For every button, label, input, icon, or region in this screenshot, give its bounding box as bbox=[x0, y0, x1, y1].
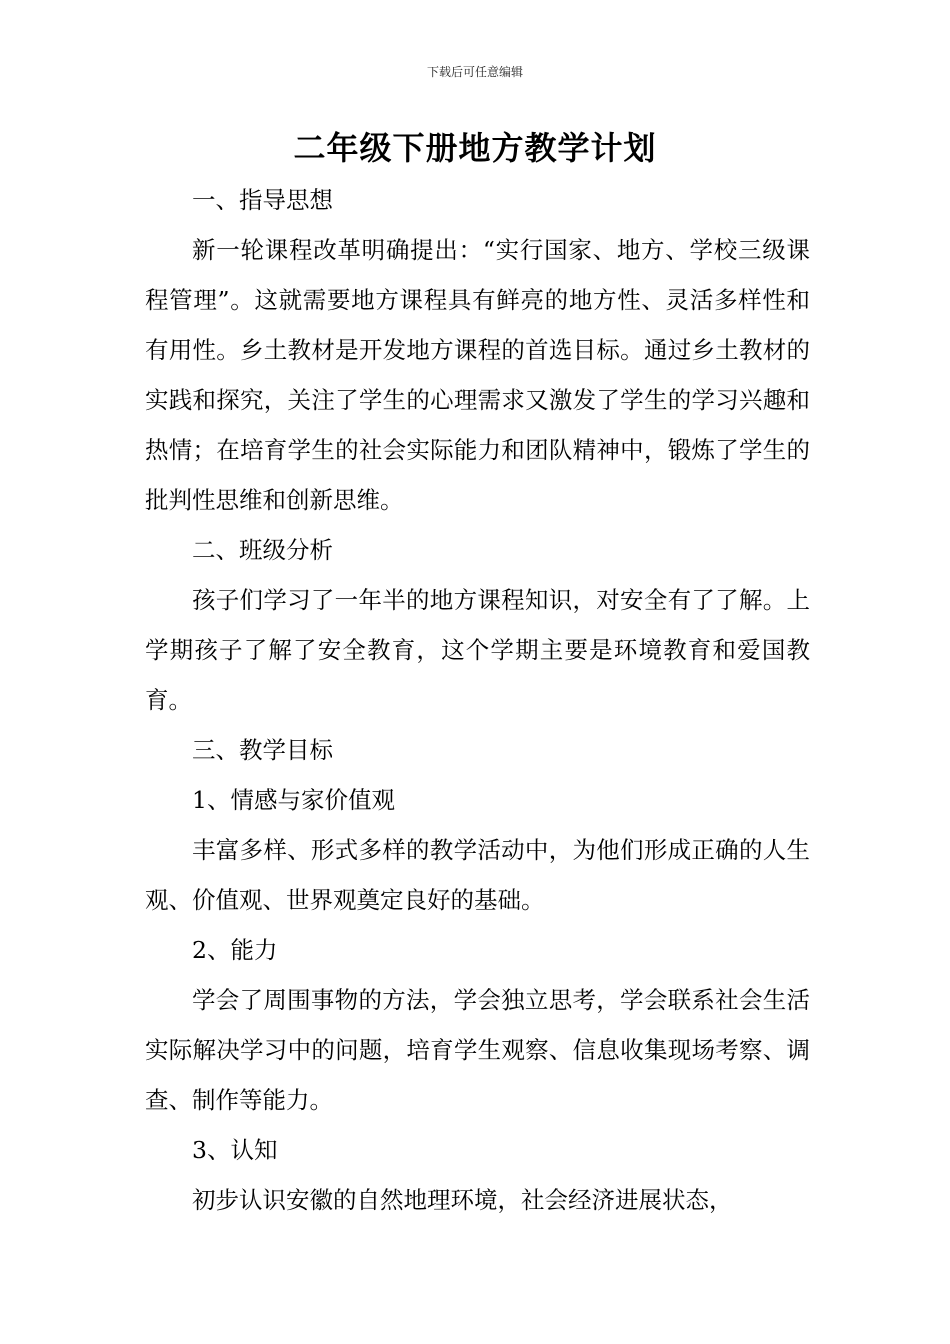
section-heading-guiding-thought: 一、指导思想 bbox=[192, 186, 333, 214]
paragraph-ability: 学会了周围事物的方法，学会独立思考，学会联系社会生活实际解决学习中的问题，培育学生观察、信息收集现场考察、调查、制作等能力。 bbox=[145, 986, 810, 1114]
subheading-emotion-values: 1、情感与家价值观 bbox=[192, 786, 395, 814]
section-heading-class-analysis: 二、班级分析 bbox=[192, 536, 333, 564]
paragraph-class-analysis: 孩子们学习了一年半的地方课程知识，对安全有了了解。上学期孩子了解了安全教育，这个学期主要是环境教育和爱国教育。 bbox=[145, 586, 810, 714]
paragraph-cognition: 初步认识安徽的自然地理环境，社会经济进展状态， bbox=[192, 1186, 733, 1214]
page-title: 二年级下册地方教学计划 bbox=[293, 129, 657, 167]
paragraph-guiding-thought: 新一轮课程改革明确提出：“实行国家、地方、学校三级课程管理”。这就需要地方课程具有鲜亮的地方性、灵活多样性和有用性。乡土教材是开发地方课程的首选目标。通过乡土教材的实践和探究，关注了学生的心理需求又激发了学生的学习兴趣和热情；在培育学生的社会实际能力和团队精神中，锻炼了学生的批判性思维和创新思维。 bbox=[145, 236, 810, 514]
subheading-ability: 2、能力 bbox=[192, 936, 278, 964]
header-note: 下载后可任意编辑 bbox=[426, 65, 523, 79]
section-heading-teaching-goals: 三、教学目标 bbox=[192, 736, 333, 764]
paragraph-emotion-values: 丰富多样、形式多样的教学活动中，为他们形成正确的人生观、价值观、世界观奠定良好的基础。 bbox=[145, 836, 810, 914]
subheading-cognition: 3、认知 bbox=[192, 1136, 278, 1164]
document-body bbox=[145, 175, 810, 1225]
